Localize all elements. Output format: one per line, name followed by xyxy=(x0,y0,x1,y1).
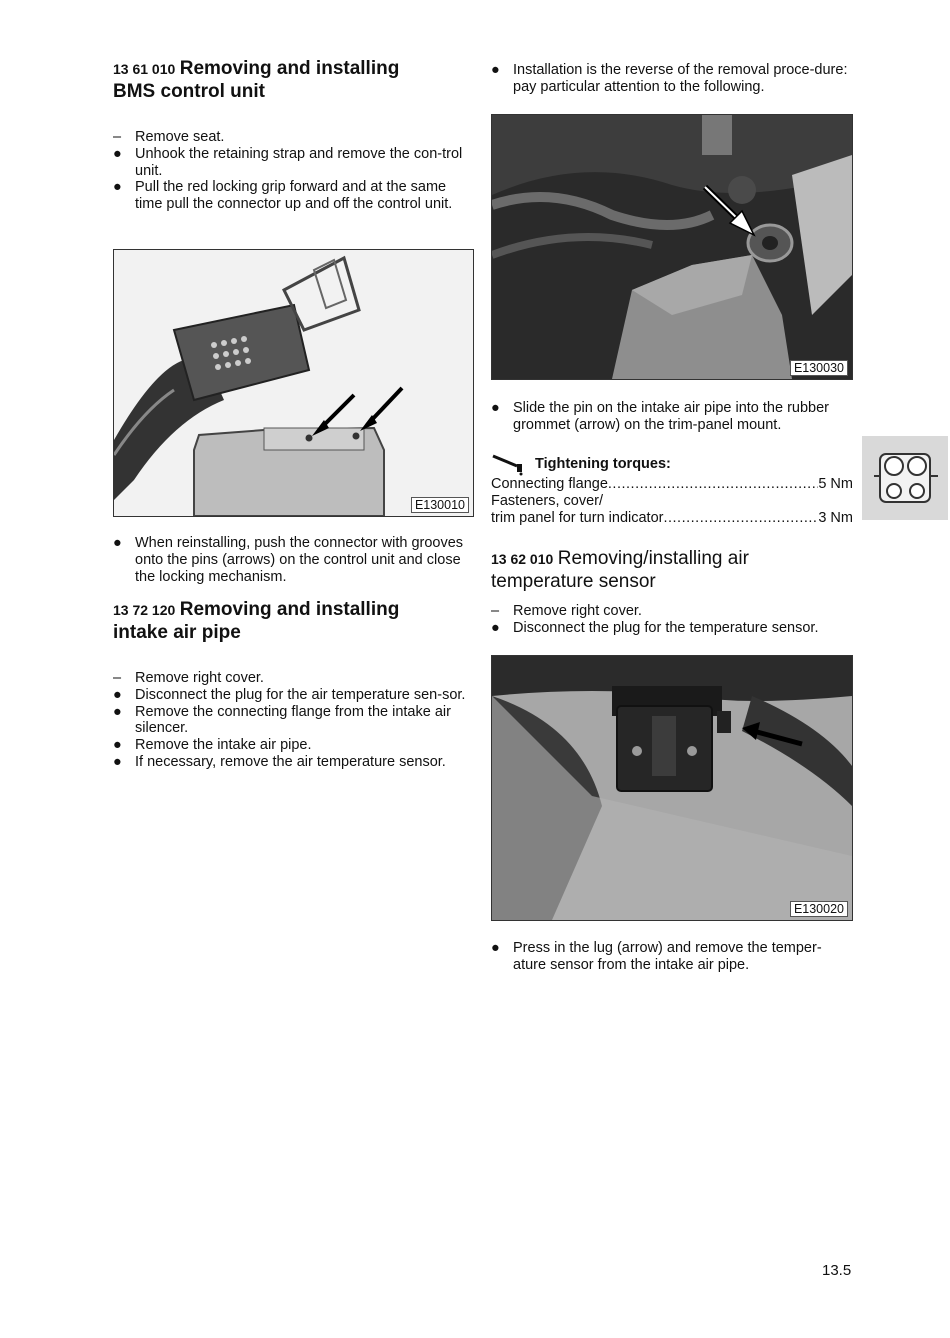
list-item: ● Unhook the retaining strap and remove the con-trol unit. xyxy=(113,145,463,179)
torque-heading: Tightening torques: xyxy=(535,455,671,472)
grommet-steps xyxy=(491,400,853,434)
list-item: – Remove right cover. xyxy=(491,603,642,619)
section-title-line2: temperature sensor xyxy=(491,571,656,592)
list-item: ● When reinstalling, push the connector with grooves onto the pins (arrows) on the control unit and close the locking mechanism. xyxy=(113,535,464,585)
section-number: 13 61 010 xyxy=(113,61,176,77)
grommet-photo xyxy=(492,115,852,379)
temp-sensor-steps xyxy=(491,603,853,637)
chapter-tab xyxy=(862,436,948,520)
page-number: 13.5 xyxy=(822,1262,852,1279)
figure-label: E130030 xyxy=(790,360,848,376)
torque-row: trim panel for turn indicator ..... 3 Nm xyxy=(491,510,853,527)
list-item: ● Disconnect the plug for the temperature sensor. xyxy=(491,619,819,636)
list-item: ● Installation is the reverse of the removal proce-dure: pay particular attention to the following. xyxy=(491,62,848,95)
section-heading-intake-pipe xyxy=(113,599,473,645)
torque-row: Fasteners, cover/ xyxy=(491,493,604,509)
bms-install-steps xyxy=(113,535,475,585)
list-item: – Remove right cover. xyxy=(113,670,264,686)
list-item: ● Pull the red locking grip forward and at the same time pull the connector up and off the control unit. xyxy=(113,179,453,213)
list-item: ● Press in the lug (arrow) and remove the temper-ature sensor from the intake air pipe. xyxy=(491,940,822,973)
list-item: ● Remove the connecting flange from the intake air silencer. xyxy=(113,703,451,737)
bms-removal-steps xyxy=(113,129,475,213)
list-item: ● Remove the intake air pipe. xyxy=(113,737,312,754)
torque-wrench-icon xyxy=(491,452,531,476)
section-title-line2: intake air pipe xyxy=(113,622,241,643)
install-intro xyxy=(491,62,851,96)
list-item: – Remove seat. xyxy=(113,129,225,145)
throttle-body-icon xyxy=(862,436,948,520)
section-title-line1: Removing/installing air xyxy=(557,548,749,569)
section-title-line1: Removing and installing xyxy=(179,58,400,79)
section-number: 13 62 010 xyxy=(491,551,554,567)
figure-temp-sensor xyxy=(491,655,853,921)
section-title-line2: BMS control unit xyxy=(113,81,265,102)
list-item: ● Disconnect the plug for the air temperature sen-sor. xyxy=(113,686,466,703)
section-title-line1: Removing and installing xyxy=(179,599,400,620)
figure-label: E130010 xyxy=(411,497,469,513)
list-item: ● Slide the pin on the intake air pipe into the rubber grommet (arrow) on the trim-panel mount. xyxy=(491,400,829,433)
section-heading-temp-sensor xyxy=(491,548,853,594)
temp-sensor-photo xyxy=(492,656,852,920)
intake-pipe-steps xyxy=(113,670,475,771)
tightening-torques xyxy=(491,452,853,527)
figure-grommet xyxy=(491,114,853,380)
figure-label: E130020 xyxy=(790,901,848,917)
temp-sensor-removal-steps xyxy=(491,940,853,974)
torque-row: Connecting flange ..... 5 Nm xyxy=(491,476,853,493)
bms-connector-photo xyxy=(114,250,473,516)
section-heading-bms xyxy=(113,58,473,104)
section-number: 13 72 120 xyxy=(113,602,176,618)
figure-bms-connector xyxy=(113,249,474,517)
list-item: ● If necessary, remove the air temperature sensor. xyxy=(113,753,446,770)
